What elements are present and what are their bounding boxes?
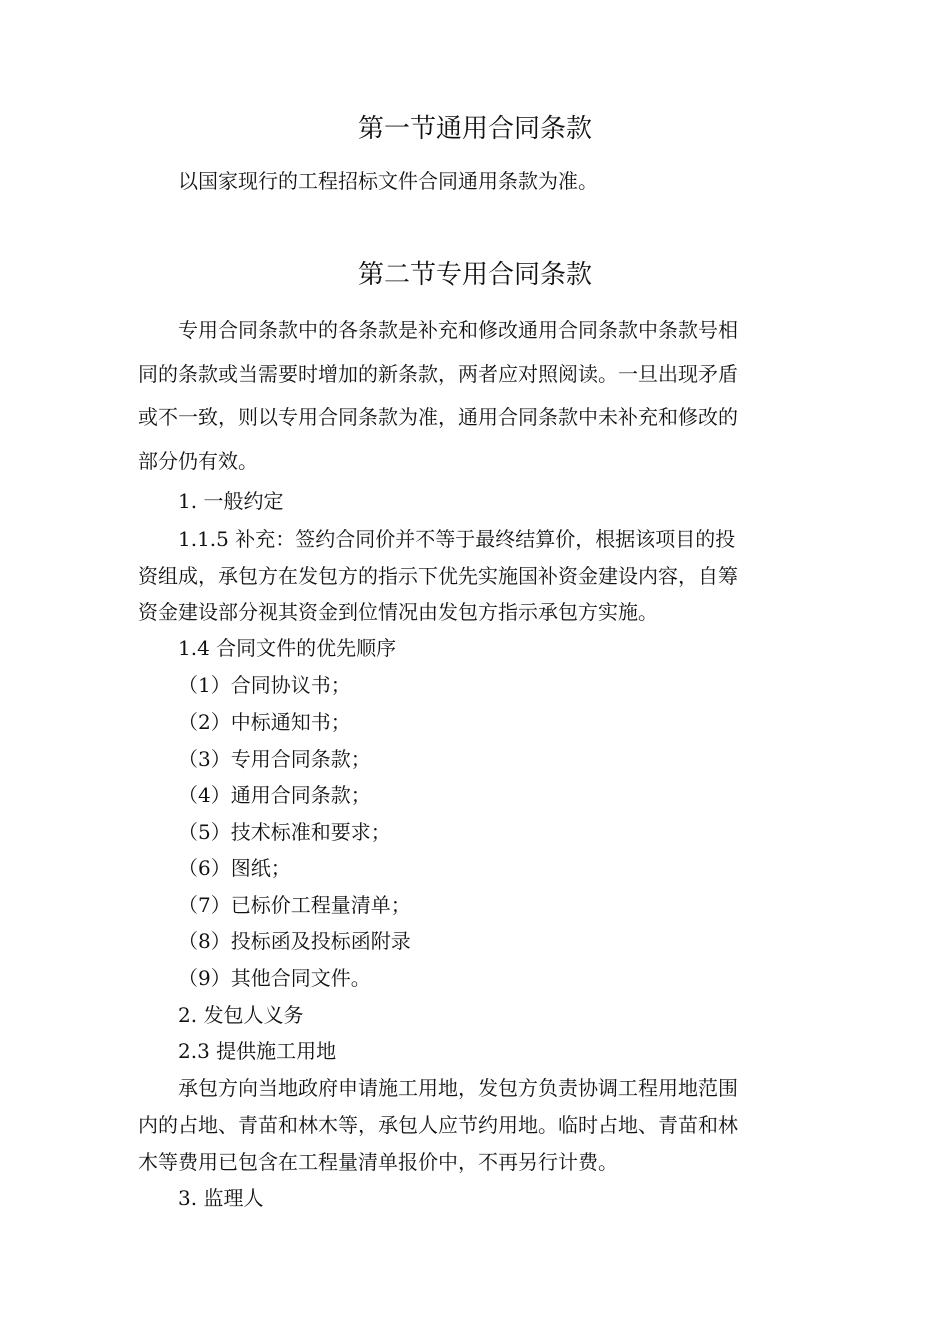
priority-item-2: （2）中标通知书； (178, 710, 351, 734)
item-2-3-heading: 2.3 提供施工用地 (178, 1039, 337, 1063)
intro-line-1: 专用合同条款中的各条款是补充和修改通用合同条款中条款号相 (178, 318, 738, 342)
section1-paragraph: 以国家现行的工程招标文件合同通用条款为准。 (178, 169, 598, 193)
priority-item-6: （6）图纸； (178, 856, 291, 880)
item-2-3-line-3: 木等费用已包含在工程量清单报价中，不再另行计费。 (138, 1150, 618, 1174)
item-1-heading: 1. 一般约定 (178, 489, 284, 513)
item-2-heading: 2. 发包人义务 (178, 1003, 304, 1027)
priority-item-8: （8）投标函及投标函附录 (178, 929, 411, 953)
intro-line-2: 同的条款或当需要时增加的新条款，两者应对照阅读。一旦出现矛盾 (138, 362, 738, 386)
priority-item-4: （4）通用合同条款； (178, 783, 371, 807)
intro-line-3: 或不一致，则以专用合同条款为准，通用合同条款中未补充和修改的 (138, 405, 738, 429)
priority-item-9: （9）其他合同文件。 (178, 966, 371, 990)
priority-item-3: （3）专用合同条款； (178, 747, 371, 771)
item-1-1-5-line-2: 资组成，承包方在发包方的指示下优先实施国补资金建设内容，自筹 (138, 564, 738, 588)
item-3-heading: 3. 监理人 (178, 1186, 264, 1210)
item-2-3-line-1: 承包方向当地政府申请施工用地，发包方负责协调工程用地范围 (178, 1076, 738, 1100)
section1-title: 第一节通用合同条款 (357, 114, 592, 144)
priority-item-5: （5）技术标准和要求； (178, 820, 391, 844)
section2-title: 第二节专用合同条款 (357, 260, 592, 290)
intro-line-4: 部分仍有效。 (138, 449, 258, 473)
item-1-1-5-line-1: 1.1.5 补充：签约合同价并不等于最终结算价，根据该项目的投 (178, 527, 736, 551)
priority-item-7: （7）已标价工程量清单； (178, 893, 411, 917)
item-2-3-line-2: 内的占地、青苗和林木等，承包人应节约用地。临时占地、青苗和林 (138, 1113, 738, 1137)
item-1-4-heading: 1.4 合同文件的优先顺序 (178, 636, 397, 660)
item-1-1-5-line-3: 资金建设部分视其资金到位情况由发包方指示承包方实施。 (138, 600, 658, 624)
priority-item-1: （1）合同协议书； (178, 673, 351, 697)
